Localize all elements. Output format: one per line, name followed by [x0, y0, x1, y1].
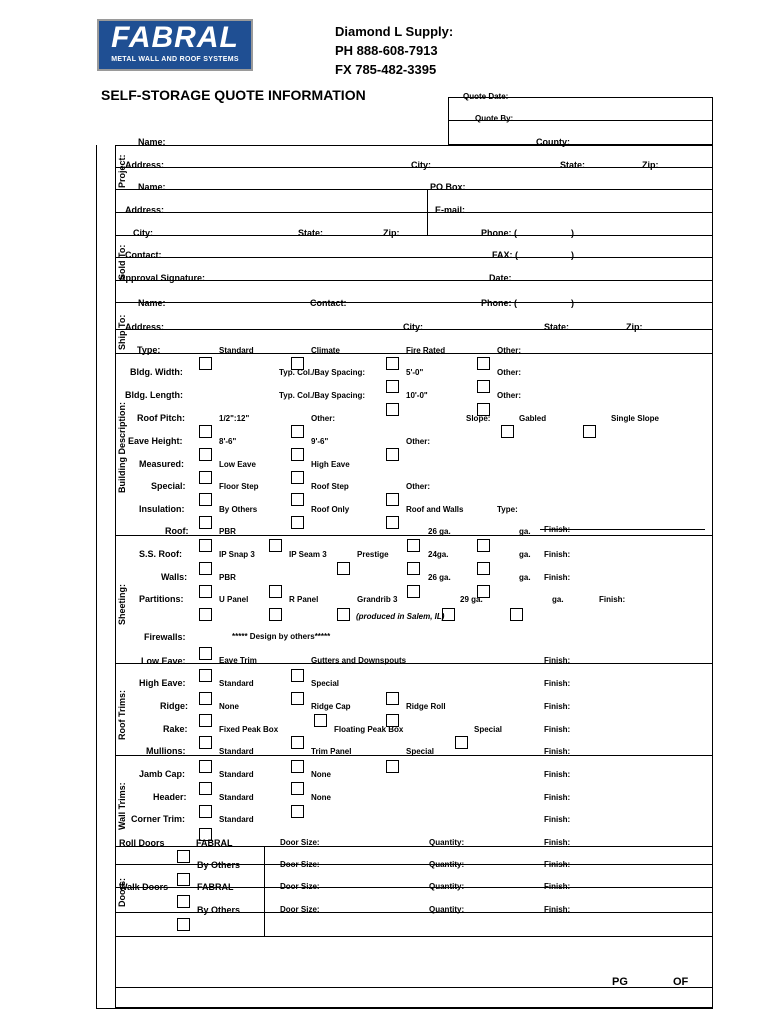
roll-finish: Finish: — [544, 838, 571, 847]
rt-standard: Standard — [219, 679, 254, 688]
sold-phone-paren: ) — [571, 228, 574, 238]
length-typcol-label: Typ. Col./Bay Spacing: — [279, 391, 366, 400]
header-label: Header: — [153, 792, 187, 802]
rt-trimpanel: Trim Panel — [311, 747, 352, 756]
walls-label: Walls: — [161, 572, 188, 582]
part-ga: ga. — [552, 595, 564, 604]
wt-standard: Standard — [219, 770, 254, 779]
mullion-standard-checkbox[interactable] — [199, 736, 212, 749]
project-county-label: County: — [536, 137, 570, 147]
mullion-special-checkbox[interactable] — [455, 736, 468, 749]
special-label: Special: — [151, 481, 186, 491]
high-eave-checkbox[interactable] — [291, 471, 304, 484]
eave-other: Other: — [406, 437, 430, 446]
sold-state-label: State: — [298, 228, 324, 238]
walk-byothers-checkbox[interactable] — [177, 895, 190, 908]
walk-quantity2: Quantity: — [429, 905, 465, 914]
part-29ga-checkbox[interactable] — [337, 608, 350, 621]
rt-ridgecap: Ridge Cap — [311, 702, 351, 711]
sold-email-label: E-mail: — [435, 205, 466, 215]
roof-pitch-label: Roof Pitch: — [137, 413, 185, 423]
project-name-label: Name: — [138, 137, 166, 147]
jamb-cap-label: Jamb Cap: — [139, 769, 186, 779]
ridge-roll-checkbox[interactable] — [386, 692, 399, 705]
part-29ga: 29 ga. — [460, 595, 483, 604]
eave-96: 9'-6" — [311, 437, 329, 446]
bldg-type-label: Type: — [137, 345, 161, 355]
pbr-checkbox[interactable] — [199, 539, 212, 552]
measured-high: High Eave — [311, 460, 350, 469]
bldg-length-label: Bldg. Length: — [125, 390, 183, 400]
section-building: Building Description: — [117, 402, 127, 493]
high-special-checkbox[interactable] — [291, 669, 304, 682]
ss-24ga-checkbox[interactable] — [407, 562, 420, 575]
logo-brand: FABRAL — [111, 21, 239, 54]
fabral-logo — [97, 19, 253, 71]
sold-address-label: Address: — [125, 205, 165, 215]
roll-quantity: Quantity: — [429, 838, 465, 847]
roof-ga-checkbox[interactable] — [477, 539, 490, 552]
partitions-label: Partitions: — [139, 594, 184, 604]
walls-finish: Finish: — [544, 573, 571, 582]
ship-phone-paren: ) — [571, 298, 574, 308]
ins-byothers-checkbox[interactable] — [199, 516, 212, 529]
ss-ga: ga. — [519, 550, 531, 559]
floor-step-checkbox[interactable] — [199, 493, 212, 506]
pitch-other: Other: — [311, 414, 335, 423]
high-standard-checkbox[interactable] — [199, 669, 212, 682]
roof-step-checkbox[interactable] — [291, 493, 304, 506]
wt-none2: None — [311, 793, 331, 802]
part-grandrib: Grandrib 3 — [357, 595, 398, 604]
walk-fabral-checkbox[interactable] — [177, 873, 190, 886]
project-state-label: State: — [560, 160, 586, 170]
rt-special: Special — [311, 679, 340, 688]
logo-tagline: METAL WALL AND ROOF SYSTEMS — [111, 56, 239, 63]
ship-contact-label: Contact: — [310, 298, 347, 308]
slope-single: Single Slope — [611, 414, 660, 423]
walk-doorsize: Door Size: — [280, 882, 320, 891]
slope-gabled: Gabled — [519, 414, 547, 423]
rt-gutters: Gutters and Downspouts — [311, 656, 407, 665]
fixed-peak-checkbox[interactable] — [199, 714, 212, 727]
walls-pbr-checkbox[interactable] — [199, 585, 212, 598]
wt-finish3: Finish: — [544, 815, 571, 824]
roof-26ga-checkbox[interactable] — [407, 539, 420, 552]
low-eave-trim-label: Low Eave: — [141, 656, 186, 666]
high-eave-trim-label: High Eave: — [139, 678, 186, 688]
firewalls-design: ***** Design by others***** — [232, 632, 331, 641]
header-standard-checkbox[interactable] — [199, 782, 212, 795]
ridge-none-checkbox[interactable] — [199, 692, 212, 705]
slope-label: Slope: — [466, 414, 491, 423]
rt-finish3: Finish: — [544, 702, 571, 711]
fire-rated-checkbox[interactable] — [386, 357, 399, 370]
eave-96-checkbox[interactable] — [291, 448, 304, 461]
ship-state-label: State: — [544, 322, 570, 332]
single-slope-checkbox[interactable] — [583, 425, 596, 438]
insulation-byothers: By Others — [219, 505, 258, 514]
header-none-checkbox[interactable] — [291, 782, 304, 795]
section-sold-to: Sold To: — [117, 244, 127, 280]
walk-quantity: Quantity: — [429, 882, 465, 891]
pitch-half-checkbox[interactable] — [199, 425, 212, 438]
special-other: Other: — [406, 482, 430, 491]
page-label: PG — [612, 976, 628, 988]
prestige-checkbox[interactable] — [337, 562, 350, 575]
walk-doorsize2: Door Size: — [280, 905, 320, 914]
roll-byothers: By Others — [197, 860, 241, 870]
spacing-other-checkbox[interactable] — [477, 380, 490, 393]
ip-snap-checkbox[interactable] — [269, 539, 282, 552]
project-address-label: Address: — [125, 160, 165, 170]
sold-fax-label: FAX: ( — [492, 250, 518, 260]
ss-roof-label: S.S. Roof: — [139, 549, 182, 559]
length-10ft: 10'-0" — [406, 391, 428, 400]
ship-phone-label: Phone: ( — [481, 298, 517, 308]
walk-extra-checkbox[interactable] — [177, 918, 190, 931]
jamb-other-checkbox[interactable] — [386, 760, 399, 773]
width-other: Other: — [497, 368, 521, 377]
insulation-roofwalls: Roof and Walls — [406, 505, 464, 514]
wt-finish2: Finish: — [544, 793, 571, 802]
rt-floatpeak: Floating Peak Box — [334, 725, 404, 734]
sold-phone-label: Phone: ( — [481, 228, 517, 238]
ss-ga-checkbox[interactable] — [477, 562, 490, 575]
bldg-type-standard: Standard — [219, 346, 254, 355]
eave-other-checkbox[interactable] — [386, 448, 399, 461]
section-wall-trims: Wall Trims: — [117, 782, 127, 830]
ins-roofwalls-checkbox[interactable] — [386, 516, 399, 529]
section-sheeting: Sheeting: — [117, 583, 127, 625]
roll-doorsize: Door Size: — [280, 838, 320, 847]
sold-zip-label: Zip: — [383, 228, 400, 238]
walk-fabral: FABRAL — [197, 882, 234, 892]
part-finish-checkbox[interactable] — [510, 608, 523, 621]
rt-finish4: Finish: — [544, 725, 571, 734]
wt-standard2: Standard — [219, 793, 254, 802]
ship-zip-label: Zip: — [626, 322, 643, 332]
pitch-other-checkbox[interactable] — [291, 425, 304, 438]
rt-none: None — [219, 702, 239, 711]
supplier-fax: FX 785-482-3395 — [335, 62, 437, 77]
measured-low: Low Eave — [219, 460, 256, 469]
upanel-checkbox[interactable] — [269, 585, 282, 598]
rt-finish: Finish: — [544, 656, 571, 665]
bldg-type-other: Other: — [497, 346, 521, 355]
salem-note: (produced in Salem, IL) — [356, 612, 445, 621]
insulation-roofonly: Roof Only — [311, 505, 350, 514]
roof-ga: ga. — [519, 527, 531, 536]
ss-finish: Finish: — [544, 550, 571, 559]
jamb-standard-checkbox[interactable] — [199, 760, 212, 773]
corner-trim-label: Corner Trim: — [131, 814, 186, 824]
corner-standard-checkbox[interactable] — [199, 805, 212, 818]
rt-finish5: Finish: — [544, 747, 571, 756]
rt-finish2: Finish: — [544, 679, 571, 688]
roll-byothers-checkbox[interactable] — [177, 850, 190, 863]
supplier-name: Diamond L Supply: — [335, 24, 454, 39]
low-eave-checkbox[interactable] — [199, 471, 212, 484]
pitch-half: 1/2":12" — [219, 414, 250, 423]
eave-86-checkbox[interactable] — [199, 448, 212, 461]
sold-contact-label: Contact: — [125, 250, 162, 260]
section-doors: Doors: — [117, 878, 127, 907]
eave-trim-checkbox[interactable] — [199, 647, 212, 660]
project-city-label: City: — [411, 160, 431, 170]
special-roof: Roof Step — [311, 482, 349, 491]
wt-none: None — [311, 770, 331, 779]
part-rpanel: R Panel — [289, 595, 319, 604]
bldg-type-climate: Climate — [311, 346, 340, 355]
ins-roofonly-checkbox[interactable] — [291, 516, 304, 529]
eave-height-label: Eave Height: — [128, 436, 183, 446]
corner-other-checkbox[interactable] — [291, 805, 304, 818]
sold-pobox-label: PO Box: — [430, 182, 466, 192]
roll-fabral: FABRAL — [196, 838, 233, 848]
rt-ridgeroll: Ridge Roll — [406, 702, 446, 711]
rt-eavetrim: Eave Trim — [219, 656, 257, 665]
roll-finish2: Finish: — [544, 860, 571, 869]
walls-26ga-checkbox[interactable] — [407, 585, 420, 598]
roof-finish: Finish: — [544, 525, 571, 534]
walk-doors-label: Walk Doors — [119, 882, 169, 892]
mullions-label: Mullions: — [146, 746, 186, 756]
of-label: OF — [673, 976, 689, 988]
approval-signature-label: Approval Signature: — [119, 273, 206, 283]
rt-standard2: Standard — [219, 747, 254, 756]
part-finish: Finish: — [599, 595, 626, 604]
bldg-type-fire: Fire Rated — [406, 346, 446, 355]
sold-name-label: Name: — [138, 182, 166, 192]
width-typcol-label: Typ. Col./Bay Spacing: — [279, 368, 366, 377]
section-roof-trims: Roof Trims: — [117, 689, 127, 740]
ship-name-label: Name: — [138, 298, 166, 308]
roof-26ga: 26 ga. — [428, 527, 451, 536]
special-other-checkbox[interactable] — [386, 493, 399, 506]
walk-byothers: By Others — [197, 905, 241, 915]
ridge-cap-checkbox[interactable] — [291, 692, 304, 705]
part-upanel: U Panel — [219, 595, 249, 604]
trim-panel-checkbox[interactable] — [291, 736, 304, 749]
grandrib-checkbox[interactable] — [269, 608, 282, 621]
rt-special3: Special — [406, 747, 435, 756]
ship-city-label: City: — [403, 322, 423, 332]
width-5ft: 5'-0" — [406, 368, 424, 377]
supplier-phone: PH 888-608-7913 — [335, 43, 438, 58]
insulation-label: Insulation: — [139, 504, 185, 514]
approval-date-label: Date: — [489, 273, 512, 283]
roll-doorsize2: Door Size: — [280, 860, 320, 869]
rt-special2: Special — [474, 725, 503, 734]
rake-label: Rake: — [163, 724, 188, 734]
quote-date-field[interactable] — [478, 103, 708, 111]
insulation-type: Type: — [497, 505, 518, 514]
section-ship-to: Ship To: — [117, 314, 127, 350]
ipseam-checkbox[interactable] — [199, 562, 212, 575]
roll-quantity2: Quantity: — [429, 860, 465, 869]
ridge-label: Ridge: — [160, 701, 188, 711]
spacing-5ft-checkbox[interactable] — [386, 380, 399, 393]
ship-address-label: Address: — [125, 322, 165, 332]
float-peak-checkbox[interactable] — [314, 714, 327, 727]
roll-doors-label: Roll Doors — [119, 838, 165, 848]
ss-ipseam: IP Seam 3 — [289, 550, 327, 559]
special-floor: Floor Step — [219, 482, 259, 491]
bldg-width-label: Bldg. Width: — [130, 367, 183, 377]
jamb-none-checkbox[interactable] — [291, 760, 304, 773]
eave-86: 8'-6" — [219, 437, 237, 446]
project-zip-label: Zip: — [642, 160, 659, 170]
walk-finish2: Finish: — [544, 905, 571, 914]
roof-pbr: PBR — [219, 527, 236, 536]
ss-ipsnap: IP Snap 3 — [219, 550, 255, 559]
walls-pbr: PBR — [219, 573, 236, 582]
walls-26ga: 26 ga. — [428, 573, 451, 582]
rt-fixedpeak: Fixed Peak Box — [219, 725, 279, 734]
wt-finish: Finish: — [544, 770, 571, 779]
standard-checkbox[interactable] — [199, 357, 212, 370]
rpanel-checkbox[interactable] — [199, 608, 212, 621]
walls-ga: ga. — [519, 573, 531, 582]
walk-finish: Finish: — [544, 882, 571, 891]
wt-standard3: Standard — [219, 815, 254, 824]
gabled-checkbox[interactable] — [501, 425, 514, 438]
spacing-10ft-checkbox[interactable] — [386, 403, 399, 416]
sold-city-label: City: — [133, 228, 153, 238]
quote-date-label: Quote Date: — [463, 92, 509, 101]
firewalls-label: Firewalls: — [144, 632, 186, 642]
other-type-checkbox[interactable] — [477, 357, 490, 370]
section-project: Project: — [117, 154, 127, 188]
sold-fax-paren: ) — [571, 250, 574, 260]
form-title: SELF-STORAGE QUOTE INFORMATION — [101, 87, 366, 103]
roof-label: Roof: — [165, 526, 189, 536]
quote-by-label: Quote By: — [475, 114, 514, 123]
ss-prestige: Prestige — [357, 550, 389, 559]
length-other: Other: — [497, 391, 521, 400]
measured-label: Measured: — [139, 459, 185, 469]
ss-24ga: 24ga. — [428, 550, 449, 559]
